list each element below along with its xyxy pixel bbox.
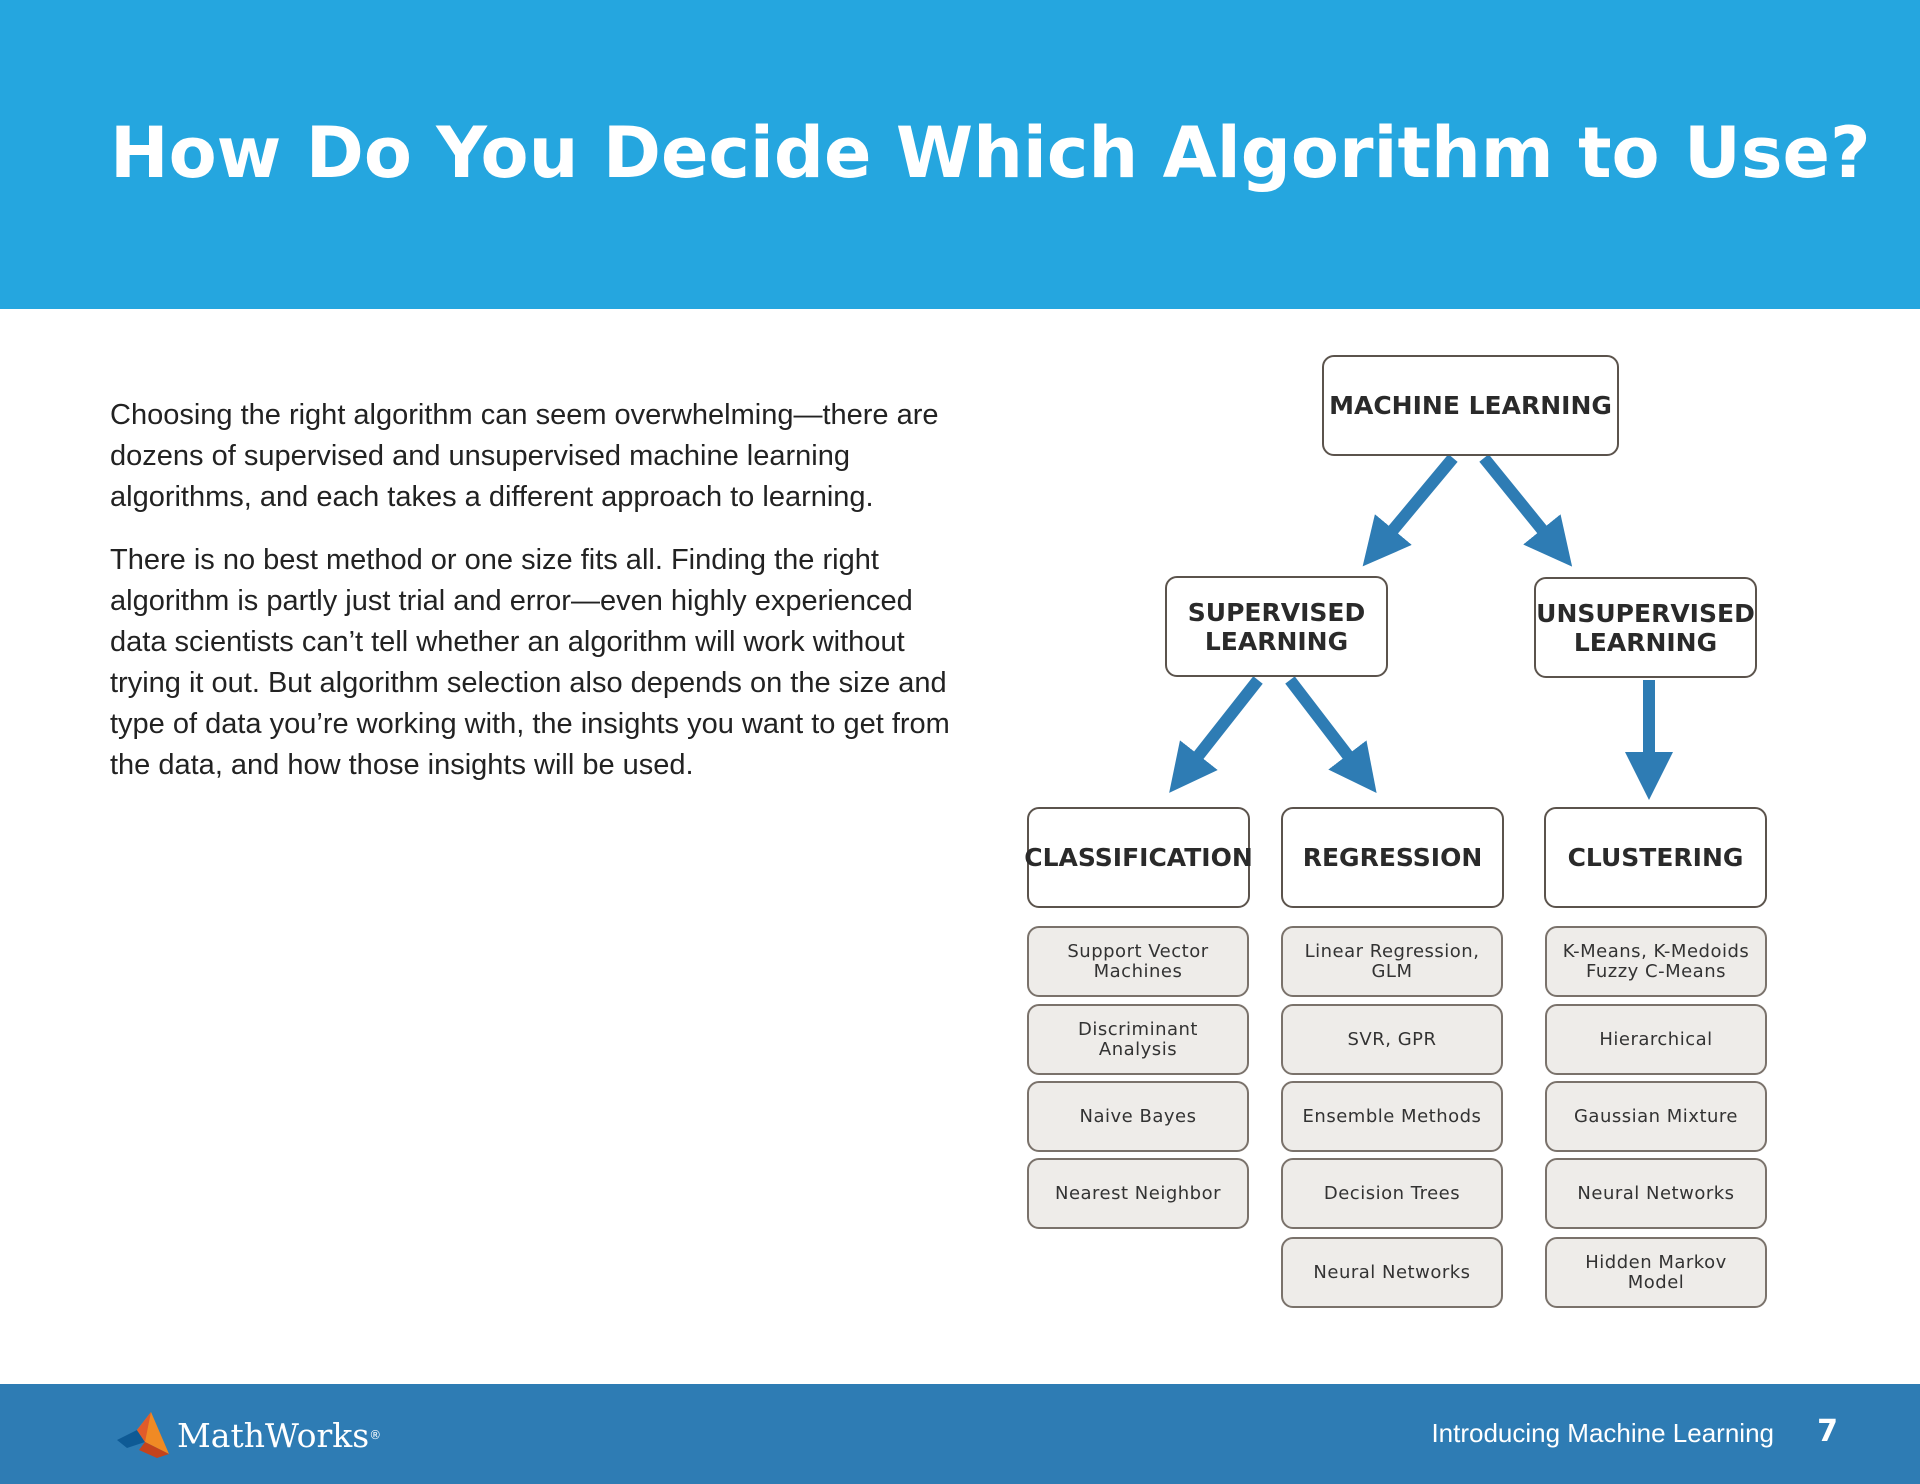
header-band	[0, 0, 1920, 309]
classification-item: Naive Bayes	[1027, 1081, 1249, 1152]
classification-item: Discriminant Analysis	[1027, 1004, 1249, 1075]
clustering-item: Gaussian Mixture	[1545, 1081, 1767, 1152]
node-clustering: CLUSTERING	[1544, 807, 1767, 908]
trademark-mark: ®	[369, 1428, 382, 1442]
mathworks-logo	[115, 1410, 381, 1460]
node-unsupervised-learning: UNSUPERVISED LEARNING	[1534, 577, 1757, 678]
algorithm-diagram	[1000, 340, 1800, 1320]
clustering-item: Hidden Markov Model	[1545, 1237, 1767, 1308]
paragraph-selection: There is no best method or one size fits all. Finding the right algorithm is partly just trial and error—even highly experienced data scientists can’t tell whether an algorithm will work without trying it out. But algorithm selection also depends on the size and type of data you’re working with, the insights you want to get from the data, and how those insights will be used.	[110, 544, 950, 781]
arrow-root-to-supervised	[1378, 458, 1453, 548]
node-regression: REGRESSION	[1281, 807, 1504, 908]
paragraph-intro: Choosing the right algorithm can seem overwhelming—there are dozens of supervised and unsupervised machine learning algorithms, and each takes a different approach to learning.	[110, 399, 939, 513]
classification-item: Support Vector Machines	[1027, 926, 1249, 997]
arrow-root-to-unsupervised	[1484, 458, 1557, 548]
arrow-supervised-to-regression	[1290, 680, 1362, 774]
regression-item: Linear Regression, GLM	[1281, 926, 1503, 997]
page-title: How Do You Decide Which Algorithm to Use?	[110, 112, 1871, 194]
regression-item: SVR, GPR	[1281, 1004, 1503, 1075]
regression-item: Ensemble Methods	[1281, 1081, 1503, 1152]
regression-item: Decision Trees	[1281, 1158, 1503, 1229]
node-supervised-learning: SUPERVISED LEARNING	[1165, 576, 1388, 677]
membrane-logo-icon	[115, 1410, 171, 1460]
clustering-item: Hierarchical	[1545, 1004, 1767, 1075]
classification-item: Nearest Neighbor	[1027, 1158, 1249, 1229]
node-machine-learning: MACHINE LEARNING	[1322, 355, 1619, 456]
clustering-item: K-Means, K-Medoids Fuzzy C-Means	[1545, 926, 1767, 997]
page-number: 7	[1817, 1414, 1838, 1449]
logo-text: MathWorks	[177, 1415, 370, 1455]
regression-item: Neural Networks	[1281, 1237, 1503, 1308]
node-classification: CLASSIFICATION	[1027, 807, 1250, 908]
arrow-supervised-to-classification	[1184, 680, 1258, 774]
body-text	[110, 395, 950, 808]
clustering-item: Neural Networks	[1545, 1158, 1767, 1229]
footer-document-title: Introducing Machine Learning	[1431, 1418, 1774, 1448]
